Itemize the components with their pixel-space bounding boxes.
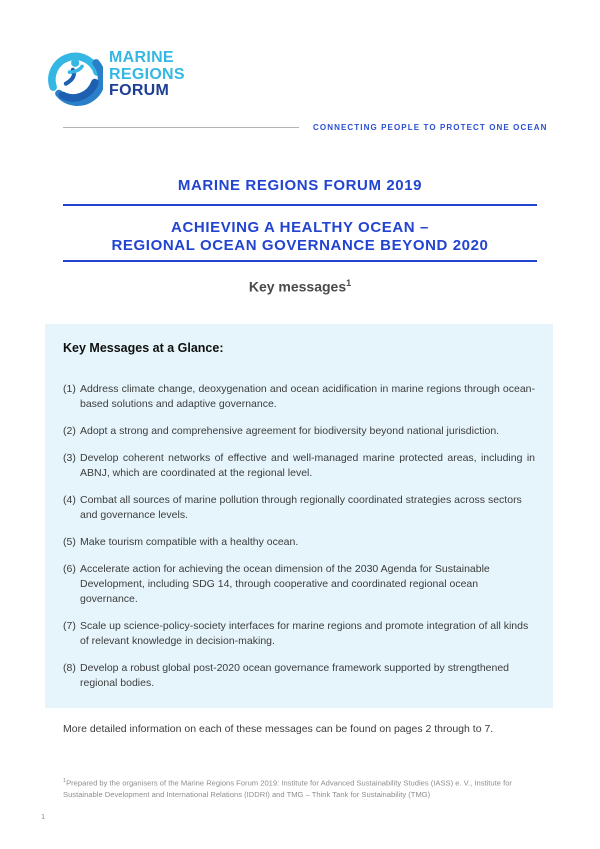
- more-info-note: More detailed information on each of these messages can be found on pages 2 through to 7.: [63, 723, 494, 735]
- header-divider: [63, 127, 299, 128]
- logo-word-marine: MARINE: [109, 49, 174, 67]
- key-message-item-1: [63, 382, 535, 412]
- item-number: (4): [63, 494, 76, 506]
- key-messages-footnote-ref: 1: [346, 278, 352, 288]
- header-row: [63, 123, 548, 132]
- item-text: Address climate change, deoxygenation and ocean acidification in marine regions through ocean-based solutions and adaptive governance.: [80, 383, 535, 410]
- key-message-item-5: [63, 535, 535, 550]
- key-messages-box: [45, 324, 553, 708]
- tagline: CONNECTING PEOPLE TO PROTECT ONE OCEAN: [313, 123, 548, 132]
- key-message-item-3: [63, 451, 535, 481]
- key-message-item-8: [63, 661, 535, 691]
- logo-wordmark: [109, 50, 185, 100]
- box-heading: Key Messages at a Glance:: [63, 341, 224, 355]
- subtitle-line-2: REGIONAL OCEAN GOVERNANCE BEYOND 2020: [111, 237, 489, 254]
- page-number: 1: [41, 812, 46, 821]
- item-text: Adopt a strong and comprehensive agreement for biodiversity beyond national jurisdiction.: [80, 425, 500, 437]
- item-text: Scale up science-policy-society interfaces for marine regions and promote integration of all kinds of relevant knowledge in decision-making.: [80, 620, 529, 647]
- logo-word-regions: REGIONS: [109, 65, 185, 83]
- item-number: (5): [63, 536, 76, 548]
- key-messages-text: Key messages: [248, 278, 347, 295]
- item-text: Develop coherent networks of effective and well-managed marine protected areas, including in ABNJ, which are coordinated at the regional level.: [80, 452, 535, 479]
- logo-word-forum: FORUM: [109, 82, 170, 100]
- key-message-item-2: [63, 424, 535, 439]
- item-number: (2): [63, 425, 76, 437]
- footnote: [63, 776, 545, 800]
- document-subtitle: [63, 219, 537, 255]
- item-text: Make tourism compatible with a healthy ocean.: [80, 536, 299, 548]
- document-title: MARINE REGIONS FORUM 2019: [177, 177, 423, 194]
- ocean-swirl-logo-icon: [45, 42, 103, 108]
- title-divider-top: [63, 204, 537, 206]
- marine-regions-forum-logo: [45, 42, 185, 108]
- footnote-marker: 1: [63, 778, 67, 784]
- key-message-item-6: [63, 562, 535, 607]
- item-number: (6): [63, 563, 76, 575]
- item-text: Accelerate action for achieving the ocean dimension of the 2030 Agenda for Sustainable Development, including SDG 14, through cooperative and coordinated regional ocean governance.: [80, 563, 490, 605]
- item-text: Develop a robust global post-2020 ocean governance framework supported by strengthened regional bodies.: [80, 662, 510, 689]
- title-divider-bottom: [63, 260, 537, 262]
- key-message-item-4: [63, 493, 535, 523]
- item-number: (3): [63, 452, 76, 464]
- subtitle-line-1: ACHIEVING A HEALTHY OCEAN –: [171, 219, 429, 236]
- key-messages-heading: [63, 278, 537, 295]
- item-number: (8): [63, 662, 76, 674]
- key-message-item-7: [63, 619, 535, 649]
- footnote-text: Prepared by the organisers of the Marine Regions Forum 2019: Institute for Advanced Sustainability Studies (IASS) e. V., Institute for Sustainable Development and International Relations (IDDRI) and TMG – Think Tank for Sustainability (TMG): [63, 778, 512, 799]
- item-number: (7): [63, 620, 76, 632]
- item-number: (1): [63, 383, 76, 395]
- item-text: Combat all sources of marine pollution through regionally coordinated strategies across sectors and governance levels.: [80, 494, 522, 521]
